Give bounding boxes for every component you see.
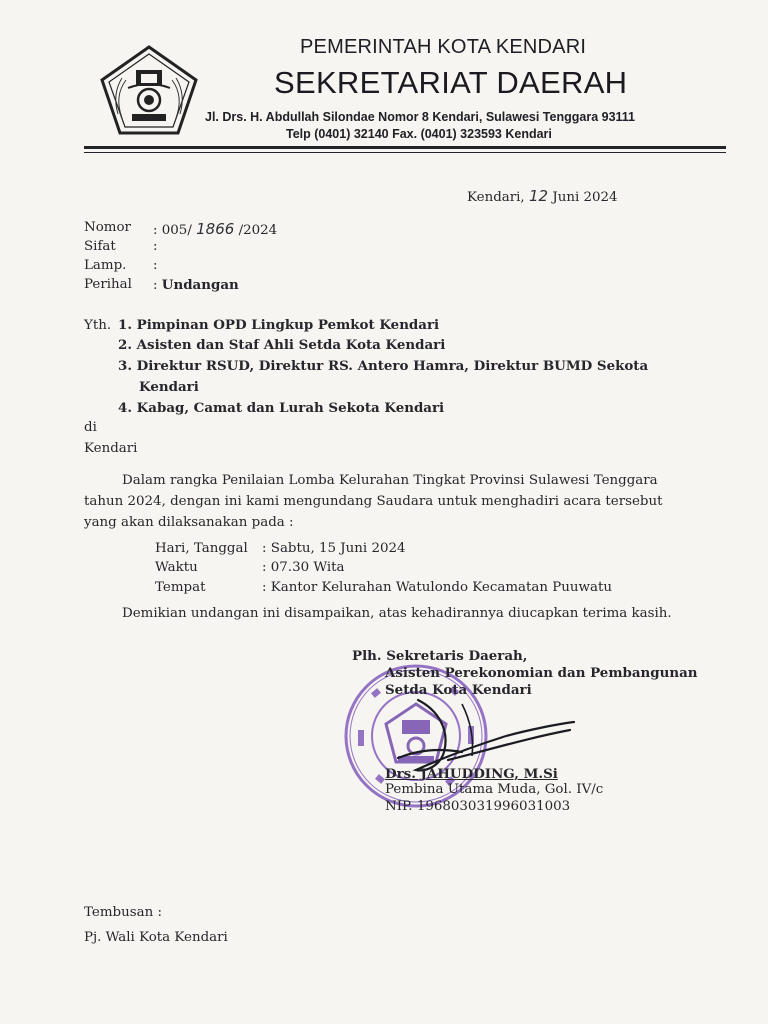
perihal-subject: Undangan (161, 277, 239, 293)
sifat-label: Sifat (84, 239, 116, 254)
date-month-year: Juni 2024 (552, 190, 618, 205)
recipient-place: Kendari (84, 441, 138, 456)
signatory-title-line: Setda Kota Kendari (385, 682, 532, 698)
date-day-handwritten: 12 (528, 187, 549, 205)
body-paragraph-line: yang akan dilaksanakan pada : (84, 515, 294, 530)
recipient-item: 3. Direktur RSUD, Direktur RS. Antero Hamra, Direktur BUMD Sekota (118, 358, 649, 374)
di-label: di (84, 420, 97, 435)
signatory-title-line: Asisten Perekonomian dan Pembangunan (385, 665, 698, 681)
letterhead-address: Jl. Drs. H. Abdullah Silondae Nomor 8 Kendari, Sulawesi Tenggara 93111 (205, 110, 635, 124)
tembusan-item: Pj. Wali Kota Kendari (84, 930, 228, 945)
nomor-suffix: /2024 (238, 223, 278, 238)
recipient-item: 1. Pimpinan OPD Lingkup Pemkot Kendari (118, 317, 440, 333)
closing-sentence: Demikian undangan ini disampaikan, atas kehadirannya diucapkan terima kasih. (122, 606, 672, 621)
perihal-label: Perihal (84, 277, 132, 292)
signatory-name: Drs. JAHUDDING, M.Si (385, 766, 558, 782)
signatory-rank: Pembina Utama Muda, Gol. IV/c (385, 782, 604, 797)
recipient-item: 2. Asisten dan Staf Ahli Setda Kota Kendari (118, 337, 446, 353)
body-paragraph-line: tahun 2024, dengan ini kami mengundang Saudara untuk menghadiri acara tersebut (84, 494, 663, 509)
recipient-item: 4. Kabag, Camat dan Lurah Sekota Kendari (118, 400, 445, 416)
letterhead-government: PEMERINTAH KOTA KENDARI (300, 36, 587, 58)
letterhead-divider-thin (84, 152, 726, 153)
signatory-nip: NIP. 196803031996031003 (385, 799, 571, 814)
recipient-item-continuation: Kendari (139, 379, 199, 395)
sifat-value: : (153, 239, 158, 254)
hari-value: : Sabtu, 15 Juni 2024 (262, 541, 406, 556)
nomor-label: Nomor (84, 220, 131, 235)
lamp-label: Lamp. (84, 258, 127, 273)
perihal-colon: : (153, 278, 158, 293)
perihal-value (153, 277, 239, 293)
nomor-handwritten: 1866 (196, 220, 235, 238)
date-prefix: Kendari, (467, 190, 525, 205)
yth-label: Yth. (84, 318, 112, 333)
tempat-label: Tempat (155, 580, 206, 595)
body-paragraph-line: Dalam rangka Penilaian Lomba Kelurahan Tingkat Provinsi Sulawesi Tenggara (122, 473, 658, 488)
signatory-title-line: Plh. Sekretaris Daerah, (352, 648, 528, 664)
tempat-value: : Kantor Kelurahan Watulondo Kecamatan Puuwatu (262, 580, 612, 595)
letterhead-phone: Telp (0401) 32140 Fax. (0401) 323593 Kendari (286, 127, 552, 141)
nomor-prefix: : 005/ (153, 223, 192, 238)
waktu-value: : 07.30 Wita (262, 560, 345, 575)
lamp-value: : (153, 258, 158, 273)
letterhead-divider-thick (84, 146, 726, 149)
waktu-label: Waktu (155, 560, 198, 575)
nomor-value (153, 220, 277, 238)
letter-date (467, 187, 618, 205)
hari-label: Hari, Tanggal (155, 541, 248, 556)
kendari-emblem-icon (98, 44, 200, 136)
tembusan-label: Tembusan : (84, 905, 162, 920)
letterhead-office: SEKRETARIAT DAERAH (274, 65, 628, 100)
